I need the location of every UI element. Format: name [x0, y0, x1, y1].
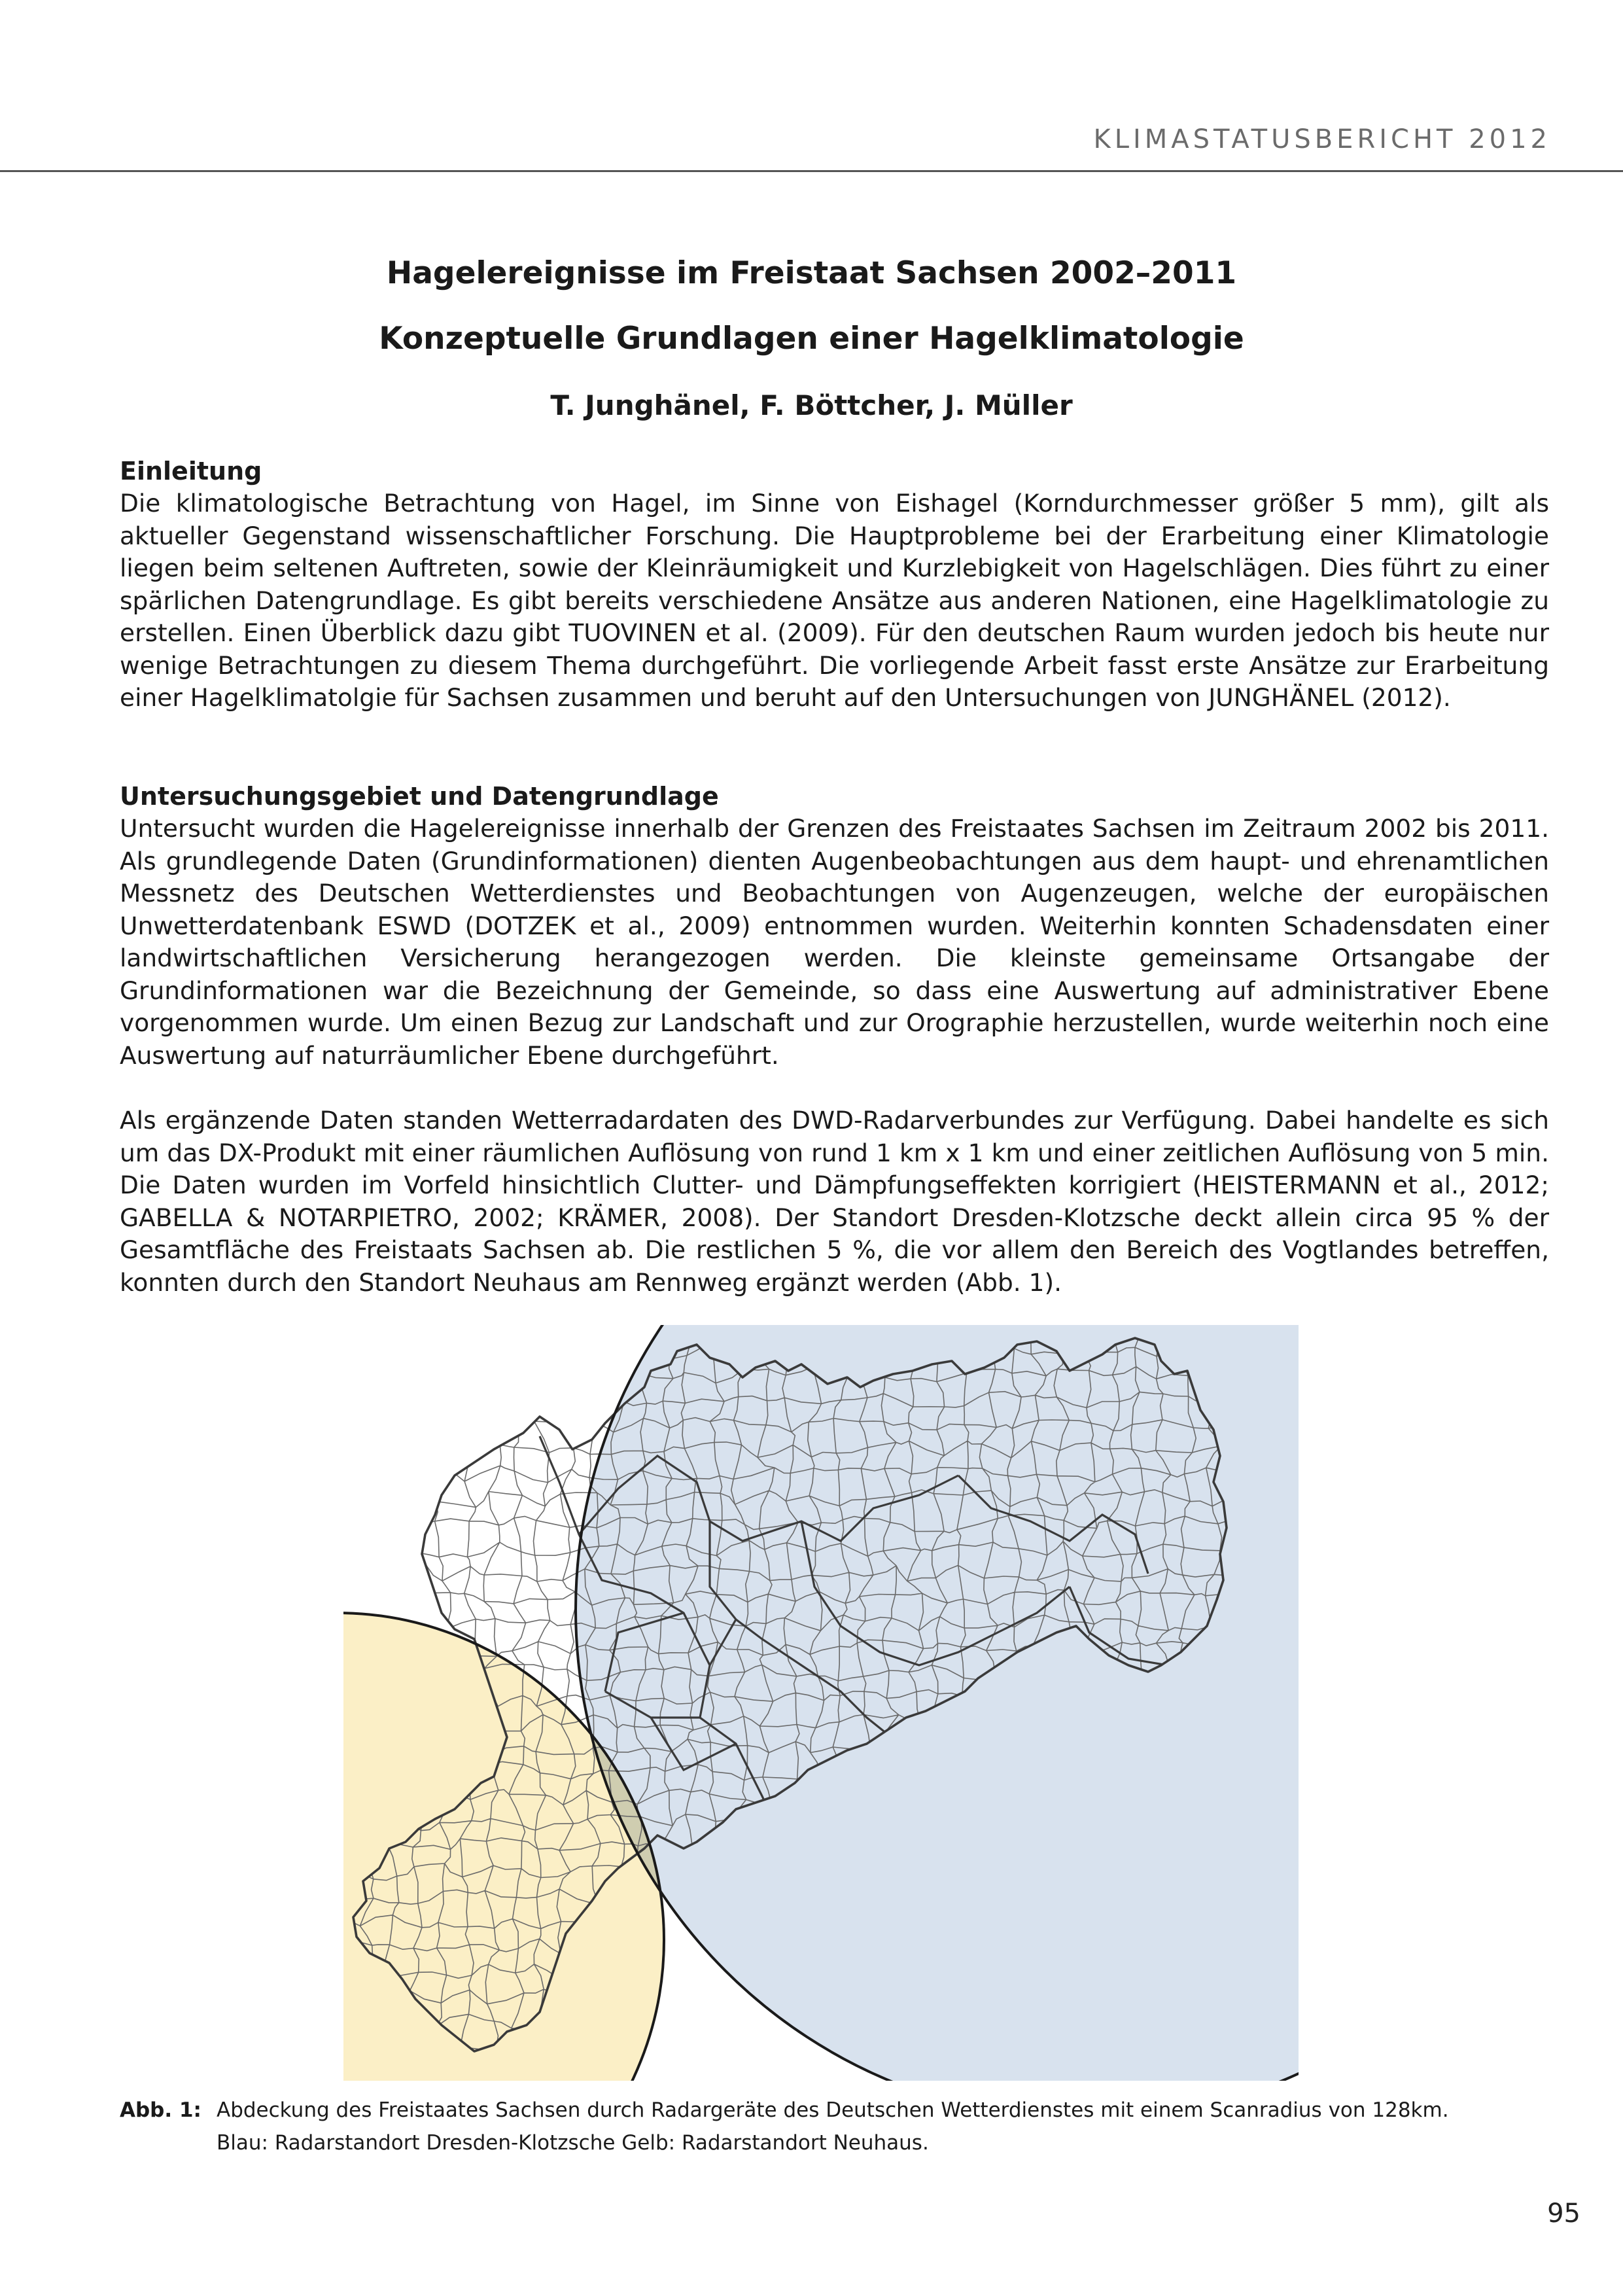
section-heading: Untersuchungsgebiet und Datengrundlage — [120, 782, 719, 811]
caption-label: Abb. 1: — [120, 2098, 201, 2122]
figure-radar-coverage — [343, 1325, 1299, 2081]
section-paragraph: Als ergänzende Daten standen Wetterradardaten des DWD-Radarverbundes zur Verfügung. Dabei handelte es sich um das DX-Produkt mit einer räumlichen Auflösung von rund 1 km x 1 km und einer zeitlichen Auflösung von 5 min. Die Daten wurden im Vorfeld hinsichtlich Clutter- und Dämpfungseffekten korrigiert (HEISTERMANN et al., 2012; GABELLA & NOTARPIETRO, 2002; KRÄMER, 2008). Der Standort Dresden-Klotzsche deckt allein circa 95 % der Gesamtfläche des Freistaats Sachsen ab. Die restlichen 5 %, die vor allem den Bereich des Vogtlandes betreffen, konnten durch den Standort Neuhaus am Rennweg ergänzt werden (Abb. 1). — [120, 1106, 1549, 1297]
paper-subtitle: Konzeptuelle Grundlagen einer Hagelklimatologie — [379, 321, 1244, 357]
section-untersuchungsgebiet — [120, 780, 1549, 1299]
header-rule — [0, 170, 1623, 172]
section-paragraph: Die klimatologische Betrachtung von Hagel, im Sinne von Eishagel (Korndurchmesser größer 5 mm), gilt als aktueller Gegenstand wissenschaftlicher Forschung. Die Hauptprobleme bei der Erarbeitung einer Klimatologie liegen beim seltenen Auftreten, sowie der Kleinräumigkeit und Kurzlebigkeit von Hagelschlägen. Dies führt zu einer spärlichen Datengrundlage. Es gibt bereits verschiedene Ansätze aus anderen Nationen, eine Hagelklimatologie zu erstellen. Einen Überblick dazu gibt TUOVINEN et al. (2009). Für den deutschen Raum wurden jedoch bis heute nur wenige Betrachtungen zu diesem Thema durchgeführt. Die vorliegende Arbeit fasst erste Ansätze zur Erarbeitung einer Hagelklimatolgie für Sachsen zusammen und beruht auf den Untersuchungen von JUNGHÄNEL (2012). — [120, 489, 1549, 712]
section-heading: Einleitung — [120, 457, 262, 486]
radar-coverage-map — [343, 1325, 1299, 2081]
section-paragraph: Untersucht wurden die Hagelereignisse innerhalb der Grenzen des Freistaates Sachsen im Zeitraum 2002 bis 2011. Als grundlegende Daten (Grundinformationen) dienten Augenbeobachtungen aus dem haupt- und ehrenamtlichen Messnetz des Deutschen Wetterdienstes und Beobachtungen von Augenzeugen, welche der europäischen Unwetterdatenbank ESWD (DOTZEK et al., 2009) entnommen wurden. Weiterhin konnten Schadensdaten einer landwirtschaftlichen Versicherung herangezogen werden. Die kleinste gemeinsame Ortsangabe der Grundinformationen war die Bezeichnung der Gemeinde, so dass eine Auswertung auf administrativer Ebene vorgenommen wurde. Um einen Bezug zur Landschaft und zur Orographie herzustellen, wurde weiterhin noch eine Auswertung auf naturräumlicher Ebene durchgeführt. — [120, 814, 1549, 1070]
page-number: 95 — [1547, 2199, 1580, 2229]
section-einleitung — [120, 455, 1549, 715]
figure-caption — [120, 2094, 1549, 2159]
caption-text: Abdeckung des Freistaates Sachsen durch Radargeräte des Deutschen Wetterdienstes mit einem Scanradius von 128km. — [217, 2098, 1449, 2122]
paper-title: Hagelereignisse im Freistaat Sachsen 2002–2011 — [386, 255, 1237, 291]
running-header: KLIMASTATUSBERICHT 2012 — [1093, 124, 1551, 154]
caption-line-1 — [120, 2094, 1549, 2127]
paper-authors: T. Junghänel, F. Böttcher, J. Müller — [550, 389, 1073, 421]
caption-line-2: Blau: Radarstandort Dresden-Klotzsche Gelb: Radarstandort Neuhaus. — [217, 2131, 929, 2155]
